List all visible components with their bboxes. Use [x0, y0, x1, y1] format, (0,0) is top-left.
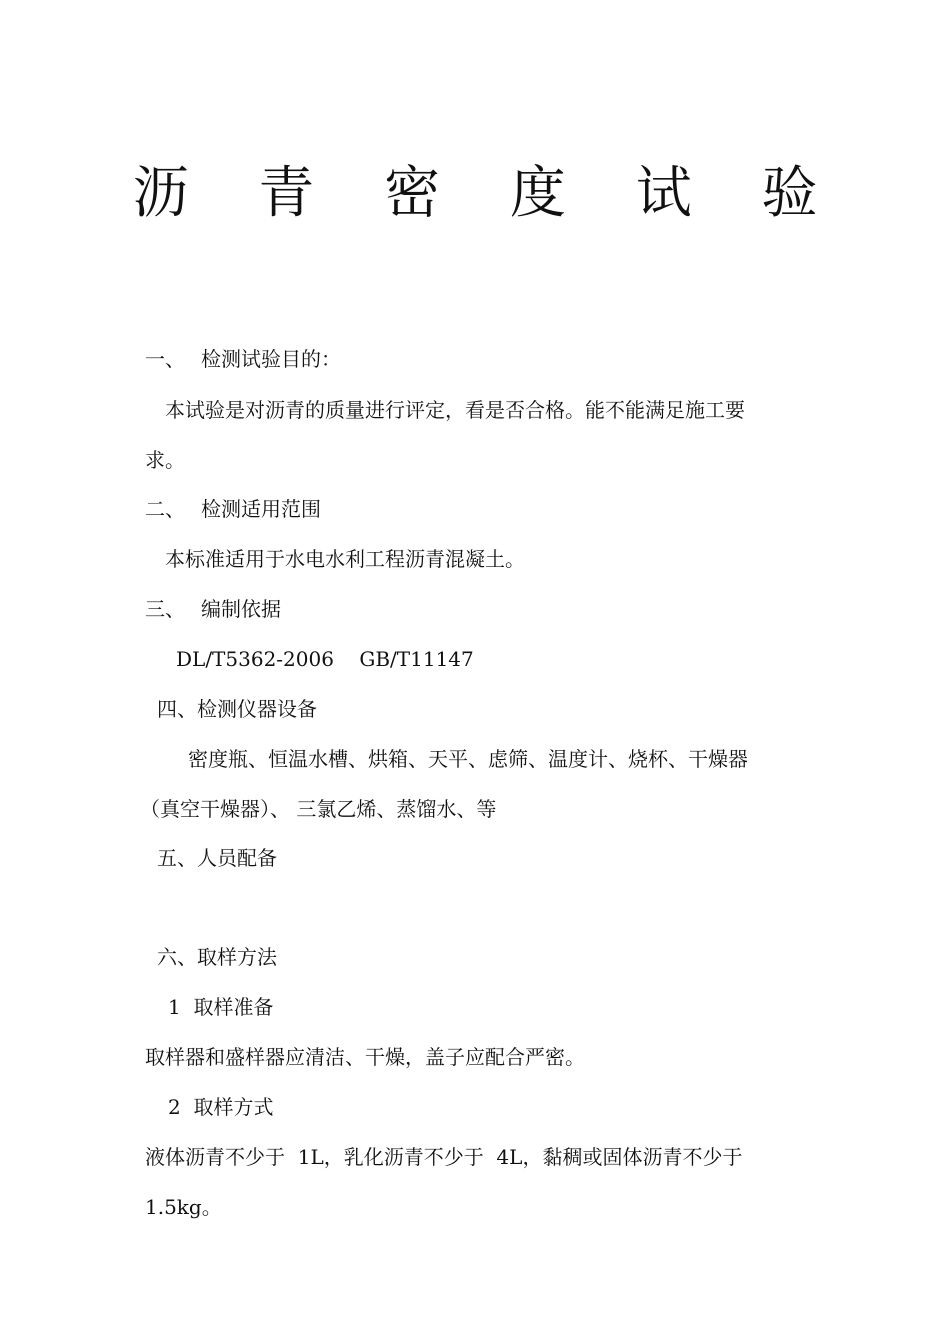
section-3-title: 编制依据 — [201, 597, 281, 621]
section-2-title: 检测适用范围 — [201, 497, 321, 521]
section-6-subheading-1: 1 取样准备 — [168, 995, 274, 1019]
section-4-heading: 四、检测仪器设备 — [157, 697, 317, 721]
section-2-number: 二、 — [145, 497, 185, 521]
section-4-body-line-1: 密度瓶、恒温水槽、烘箱、天平、虑筛、温度计、烧杯、干燥器 — [188, 747, 748, 771]
section-6-sub-2-body-line-1: 液体沥青不少于 1L，乳化沥青不少于 4L，黏稠或固体沥青不少于 — [145, 1145, 743, 1169]
section-2-heading — [145, 494, 815, 524]
section-6-sub-2-body-line-2: 1.5kg。 — [145, 1195, 222, 1219]
section-1-heading — [145, 344, 815, 374]
document-title: 沥 青 密 度 试 验 — [132, 161, 844, 226]
section-1-number: 一、 — [145, 347, 185, 371]
section-4-body-line-2: （真空干燥器）、 三氯乙烯、蒸馏水、等 — [140, 797, 497, 821]
section-3-heading — [145, 594, 815, 624]
section-3-body: DL/T5362-2006 GB/T11147 — [176, 647, 474, 671]
section-1-title: 检测试验目的： — [201, 347, 341, 371]
section-6-subheading-2: 2 取样方式 — [168, 1095, 274, 1119]
section-1-body-line-2: 求。 — [145, 448, 185, 472]
section-5-heading: 五、人员配备 — [157, 846, 277, 870]
section-6-sub-1-body: 取样器和盛样器应清洁、干燥，盖子应配合严密。 — [145, 1045, 585, 1069]
section-1-body-line-1: 本试验是对沥青的质量进行评定，看是否合格。能不能满足施工要 — [165, 398, 745, 422]
section-3-number: 三、 — [145, 597, 185, 621]
section-6-heading: 六、取样方法 — [157, 945, 277, 969]
section-2-body: 本标准适用于水电水利工程沥青混凝土。 — [165, 547, 525, 571]
